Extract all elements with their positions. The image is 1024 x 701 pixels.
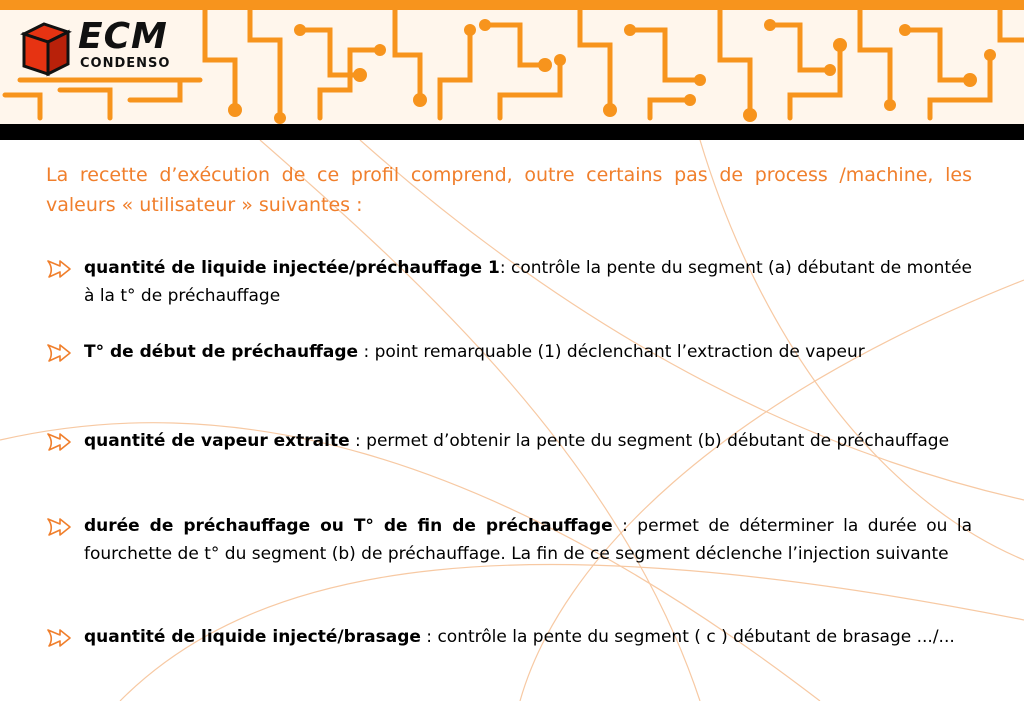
bullet-term: quantité de liquide injecté/brasage [84,627,421,647]
brand-subname: CONDENSO [80,56,171,71]
bullet-term: quantité de vapeur extraite [84,431,350,451]
hollow-arrow-icon [46,517,72,537]
bullet-item-1 [46,254,972,310]
cube-icon [18,20,74,78]
bullet-item-5 [46,623,972,651]
bullet-term: durée de préchauffage ou T° de fin de préchauffage [84,516,613,536]
bullet-item-2 [46,338,972,366]
bullet-separator: : [499,258,506,278]
intro-paragraph: La recette d’exécution de ce profil comprend, outre certains pas de process /machine, les valeurs « utilisateur » suivantes : [46,164,972,216]
bullet-separator: : [349,431,361,451]
bullet-separator: : [420,627,433,647]
ecm-logo [18,16,194,82]
hollow-arrow-icon [46,343,72,363]
hollow-arrow-icon [46,259,72,279]
hollow-arrow-icon [46,432,72,452]
bullet-term: quantité de liquide injectée/préchauffage 1 [84,258,500,278]
bullet-separator: : [612,516,628,536]
bullet-item-4 [46,512,972,568]
background-curves [0,140,1024,701]
bullet-term: T° de début de préchauffage [84,342,359,362]
bullet-description: contrôle la pente du segment (a) débutant de montée à la t° de préchauffage [84,258,972,306]
bullet-description: point remarquable (1) déclenchant l’extraction de vapeur [369,342,865,362]
hollow-arrow-icon [46,628,72,648]
bullet-description: permet d’obtenir la pente du segment (b) débutant de préchauffage [360,431,950,451]
header-banner [0,0,1024,140]
brand-name: ECM [78,16,168,57]
bullet-description: permet de déterminer la durée ou la fourchette de t° du segment (b) de préchauffage. La fin de ce segment déclenche l’injection suivante [84,516,973,564]
bullet-separator: : [358,342,370,362]
bullet-description: contrôle la pente du segment ( c ) débutant de brasage .../... [432,627,955,647]
bullet-item-3 [46,427,972,455]
